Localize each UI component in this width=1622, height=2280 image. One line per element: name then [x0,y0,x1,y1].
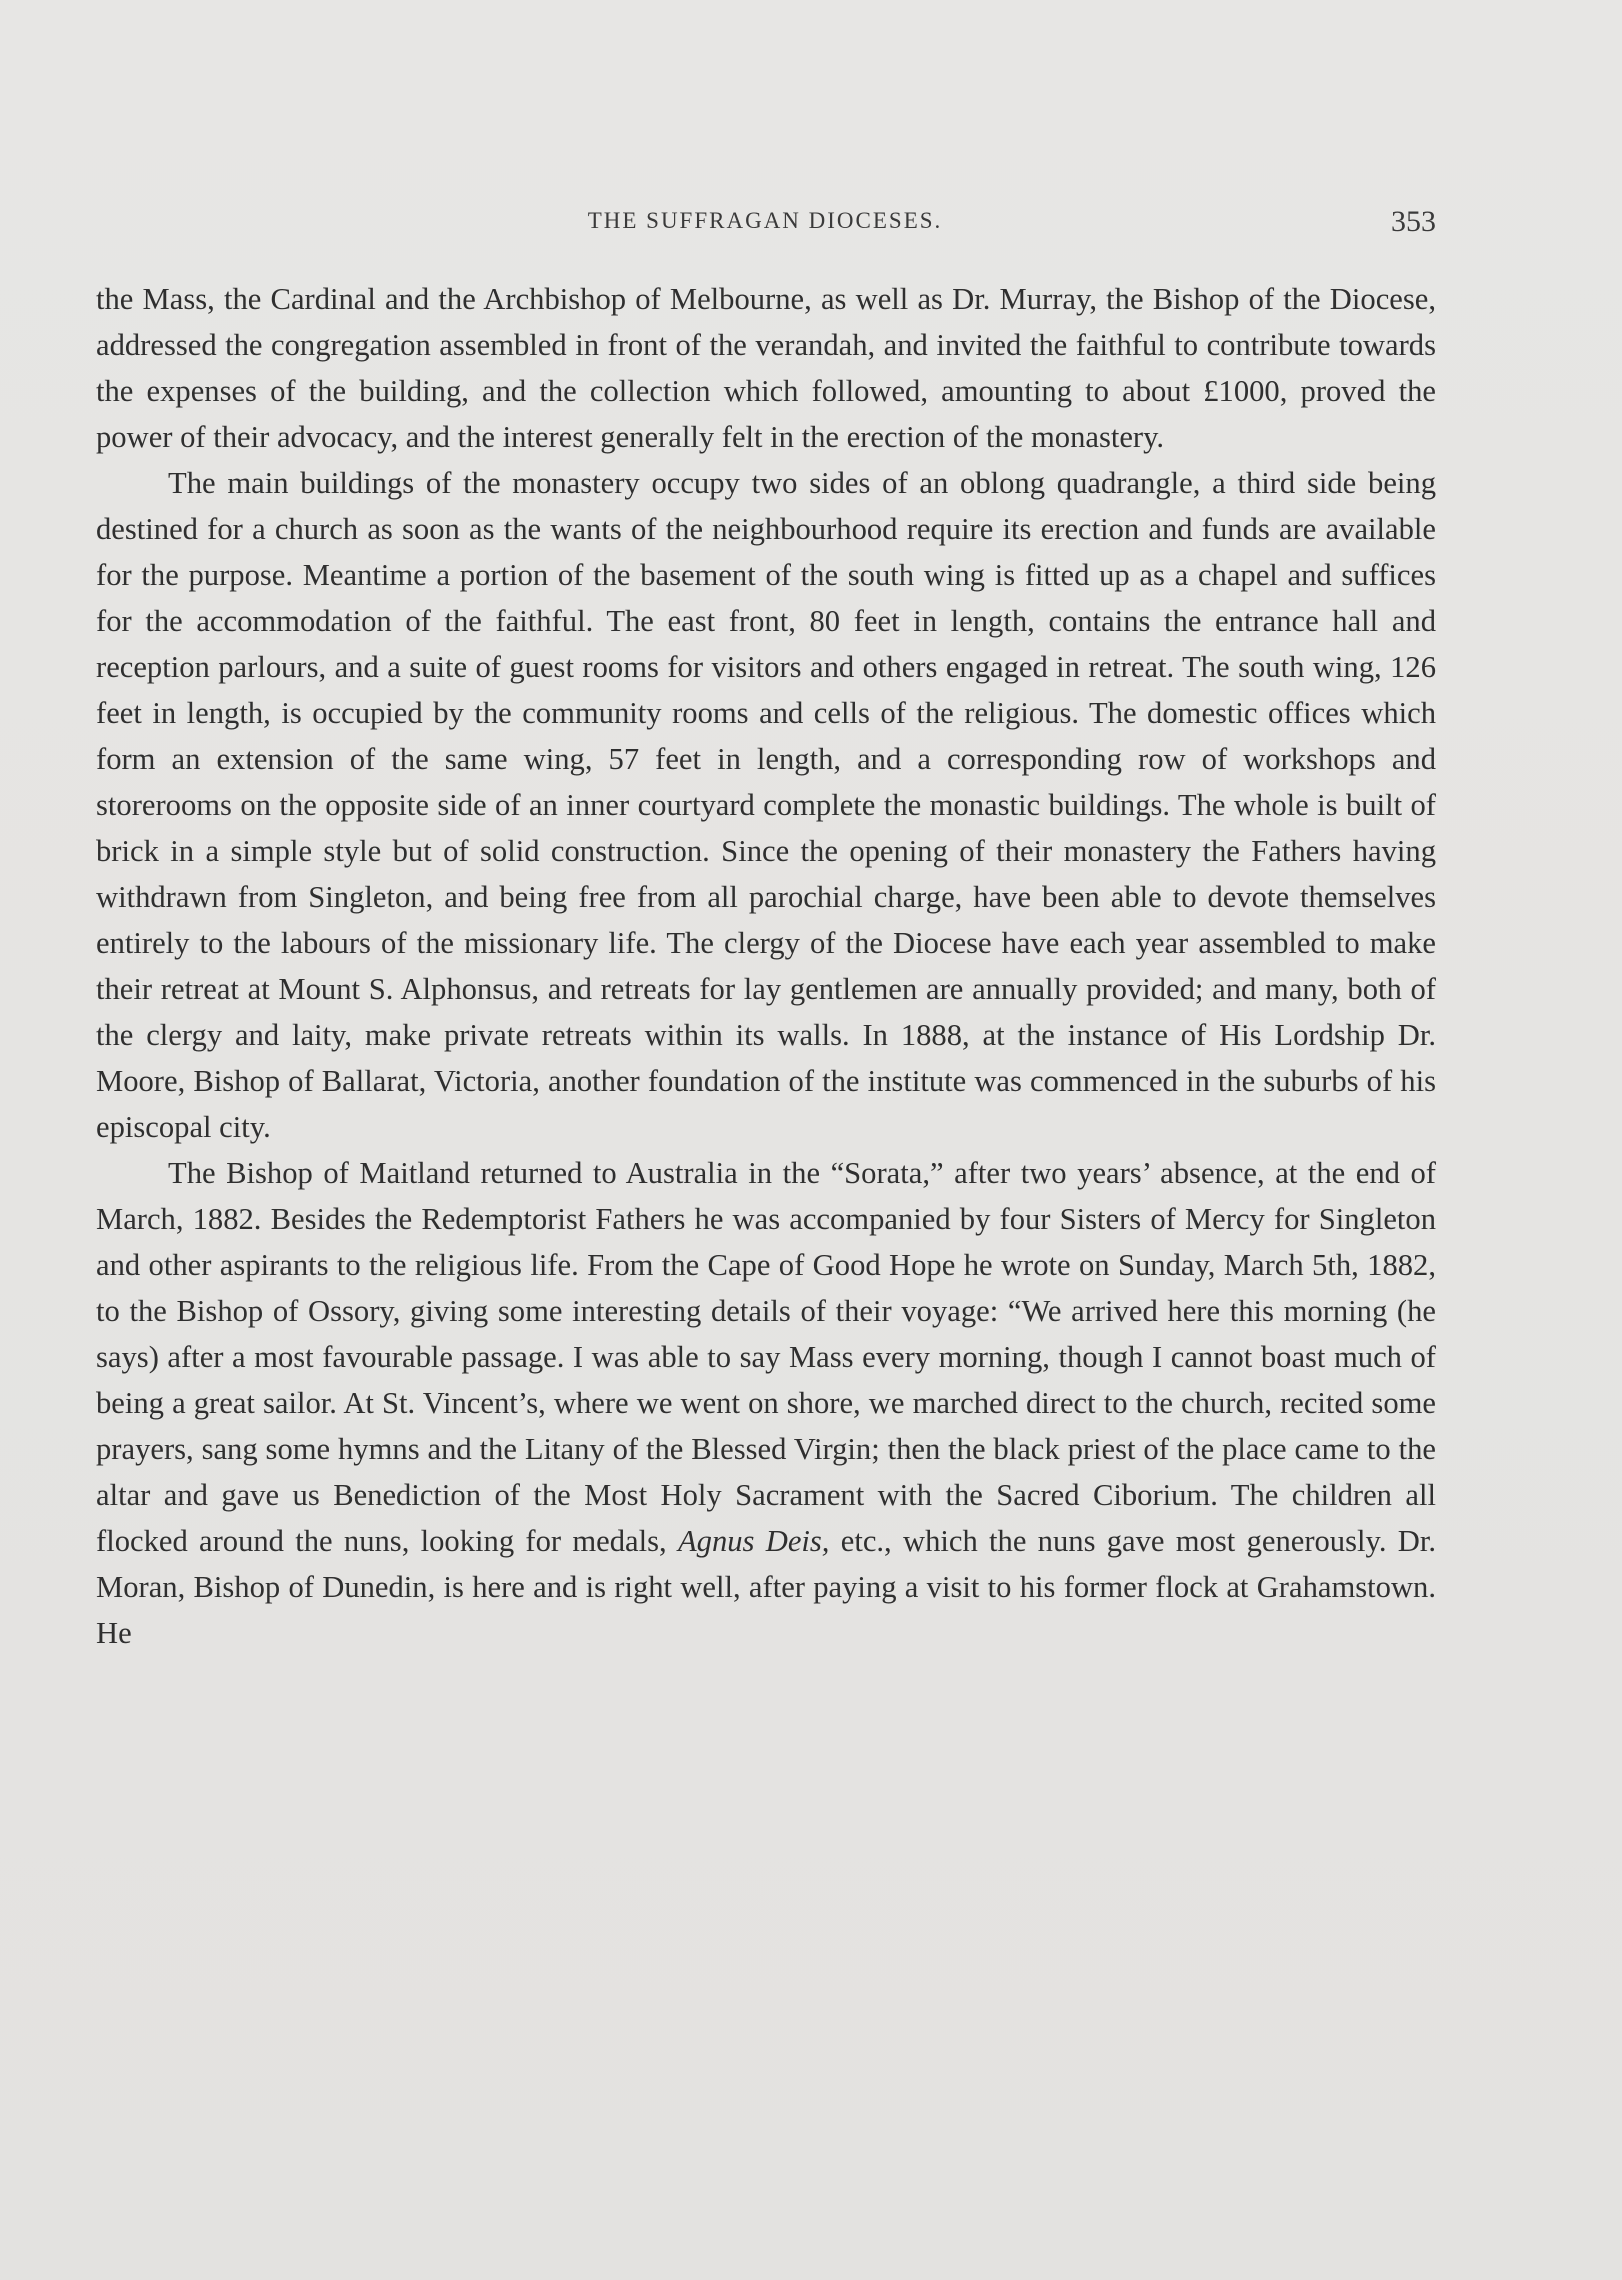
paragraph-1: the Mass, the Cardinal and the Archbishop of Melbourne, as well as Dr. Murray, the Bishop of the Diocese, addressed the congregation assembled in front of the verandah, and invited the faithful to contribute towards the expenses of the building, and the collection which followed, amounting to about £1000, proved the power of their advocacy, and the interest generally felt in the erection of the monastery. [96,282,1436,454]
running-header [94,205,1436,244]
paragraph-3-text-start: The Bishop of Maitland returned to Australia in the “Sorata,” after two years’ absence, at the end of March, 1882. Besides the Redemptorist Fathers he was accompanied by four Sisters of Mercy for Singleton and other aspirants to the religious life. From the Cape of Good Hope he wrote on Sunday, March 5th, 1882, to the Bishop of Ossory, giving some interesting details of their voyage: “We arrived here this morning (he says) after a most favourable passage. I was able to say Mass every morning, though I cannot boast much of being a great sailor. At St. Vincent’s, where we went on shore, we marched direct to the church, recited some prayers, sang some hymns and the Litany of the Blessed Virgin; then the black priest of the place came to the altar and gave us Benediction of the Most Holy Sacrament with the Sacred Ciborium. The children all flocked around the nuns, looking for medals, [96,1156,1436,1558]
paragraph-3-text-end: etc., which the nuns gave most generously. Dr. Moran, Bishop of Dunedin, is here and is right well, after paying a visit to his former flock at Grahamstown. He [96,1524,1436,1650]
italic-phrase: Agnus Deis, [677,1524,830,1558]
paragraph-3 [96,1150,1436,1656]
page-number: 353 [1391,205,1436,238]
body-text [96,276,1436,1656]
paragraph-2: The main buildings of the monastery occupy two sides of an oblong quadrangle, a third side being destined for a church as soon as the wants of the neighbourhood require its erection and funds are available for the purpose. Meantime a portion of the basement of the south wing is fitted up as a chapel and suffices for the accommodation of the faithful. The east front, 80 feet in length, contains the entrance hall and reception parlours, and a suite of guest rooms for visitors and others engaged in retreat. The south wing, 126 feet in length, is occupied by the community rooms and cells of the religious. The domestic offices which form an extension of the same wing, 57 feet in length, and a corresponding row of workshops and storerooms on the opposite side of an inner courtyard complete the monastic buildings. The whole is built of brick in a simple style but of solid construction. Since the opening of their monastery the Fathers having withdrawn from Singleton, and being free from all parochial charge, have been able to devote themselves entirely to the labours of the missionary life. The clergy of the Diocese have each year assembled to make their retreat at Mount S. Alphonsus, and retreats for lay gentlemen are annually provided; and many, both of the clergy and laity, make private retreats within its walls. In 1888, at the instance of His Lordship Dr. Moore, Bishop of Ballarat, Victoria, another foundation of the institute was commenced in the suburbs of his episcopal city. [96,466,1436,1144]
running-title: THE SUFFRAGAN DIOCESES. [587,208,943,233]
